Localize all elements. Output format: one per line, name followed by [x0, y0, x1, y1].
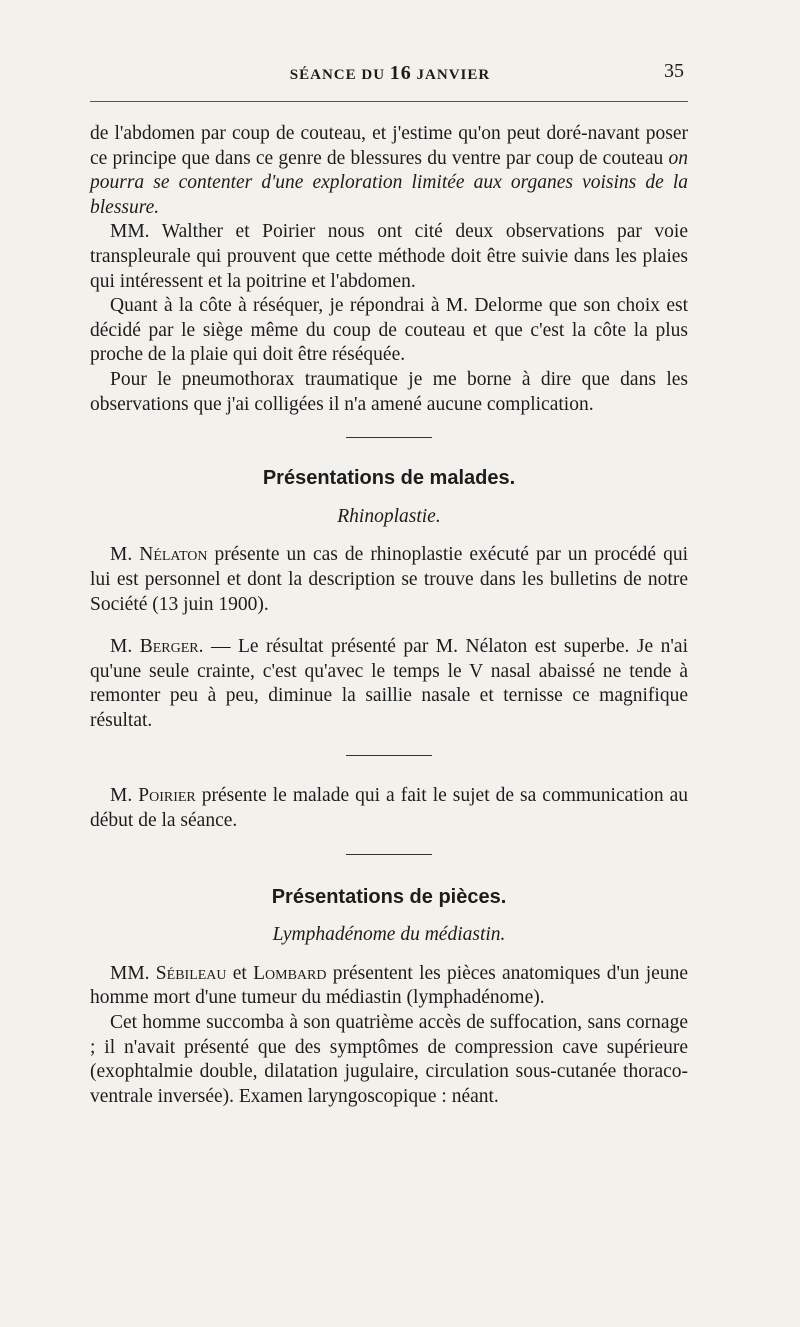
spacer [90, 855, 688, 885]
spacer [90, 733, 688, 755]
paragraph-text: présente un cas de rhinoplastie exécuté par un procédé qui lui est personnel et dont la description se trouve dans les bulletins de notre Société (13 juin 1900). [90, 544, 688, 615]
paragraph-text: . — Le résultat présenté par M. Nélaton est superbe. Je n'ai qu'une seule crainte, c'est qu'avec le temps le V nasal abaissé ne tende à remonter peu à peu, diminue la saillie nasale et ternisse ce magnifique résultat. [90, 636, 688, 731]
paragraph-2: MM. Walther et Poirier nous ont cité deux observations par voie transpleurale qui prouvent que cette méthode doit être suivie dans les plaies qui intéressent et la poitrine et l'abdomen. [90, 221, 688, 292]
paragraph-1-text: de l'abdomen par coup de couteau, et j'estime qu'on peut doré-navant poser ce principe que dans ce genre de blessures du ventre par coup de couteau [90, 123, 688, 169]
prefix: M. [110, 544, 140, 566]
subtitle-rhinoplastie: Rhinoplastie. [337, 505, 441, 527]
header-rule [90, 101, 688, 102]
paragraph-text: présentent les pièces anatomiques d'un jeune homme mort d'une tumeur du médiastin (lymphadénome). [90, 962, 688, 1009]
conjunction: et [226, 962, 254, 984]
author-name: Berger [139, 636, 199, 658]
page-header [90, 62, 690, 88]
page-body [90, 122, 688, 1109]
spacer [90, 756, 688, 784]
page-number: 35 [664, 60, 684, 82]
running-title [90, 62, 690, 85]
running-title-date: 16 [389, 62, 412, 84]
subtitle-lymphadenome: Lymphadénome du médiastin. [272, 924, 506, 946]
prefix: M. [110, 785, 139, 807]
author-name: Poirier [138, 785, 196, 807]
spacer [90, 491, 688, 505]
paragraph-case: Cet homme succomba à son quatrième accès de suffocation, sans cornage ; il n'avait présenté que des symptômes de compression cave supérieure (exophtalmie double, dilatation jugulaire, circulation sous-cutanée thoraco-ventrale inversée). Examen laryngoscopique : néant. [90, 1012, 688, 1107]
section-title-malades: Présentations de malades. [262, 467, 516, 490]
spacer [90, 617, 688, 635]
author-name: Lombard [253, 962, 327, 984]
paragraph-text: présente le malade qui a fait le sujet de sa communication au début de la séance. [90, 785, 689, 832]
running-title-month: JANVIER [416, 67, 491, 83]
prefix: MM. [110, 962, 156, 984]
spacer [90, 417, 688, 437]
paragraph-berger [90, 635, 688, 733]
section-title-pieces: Présentations de pièces. [271, 885, 507, 908]
paragraph-nelaton [90, 543, 688, 617]
author-name: Sébileau [155, 962, 227, 984]
author-name: Nélaton [139, 544, 208, 566]
paragraph-poirier [90, 784, 688, 833]
paragraph-1 [90, 122, 688, 220]
paragraph-3: Quant à la côte à réséquer, je répondrai à M. Delorme que son choix est décidé par le siège même du coup de couteau et que c'est la côte la plus proche de la plaie qui doit être réséquée. [90, 295, 688, 366]
running-title-part: SÉANCE DU [289, 67, 386, 83]
paragraph-sebileau [90, 962, 688, 1011]
prefix: M. [110, 636, 140, 658]
spacer [90, 438, 688, 466]
paragraph-4: Pour le pneumothorax traumatique je me borne à dire que dans les observations que j'ai colligées il n'a amené aucune complication. [90, 368, 688, 415]
spacer [90, 948, 688, 962]
spacer [90, 909, 688, 923]
spacer [90, 529, 688, 543]
paragraph-1-italic: on pourra se contenter d'une exploration limitée aux organes voisins de la blessure. [90, 147, 688, 218]
spacer [90, 834, 688, 854]
